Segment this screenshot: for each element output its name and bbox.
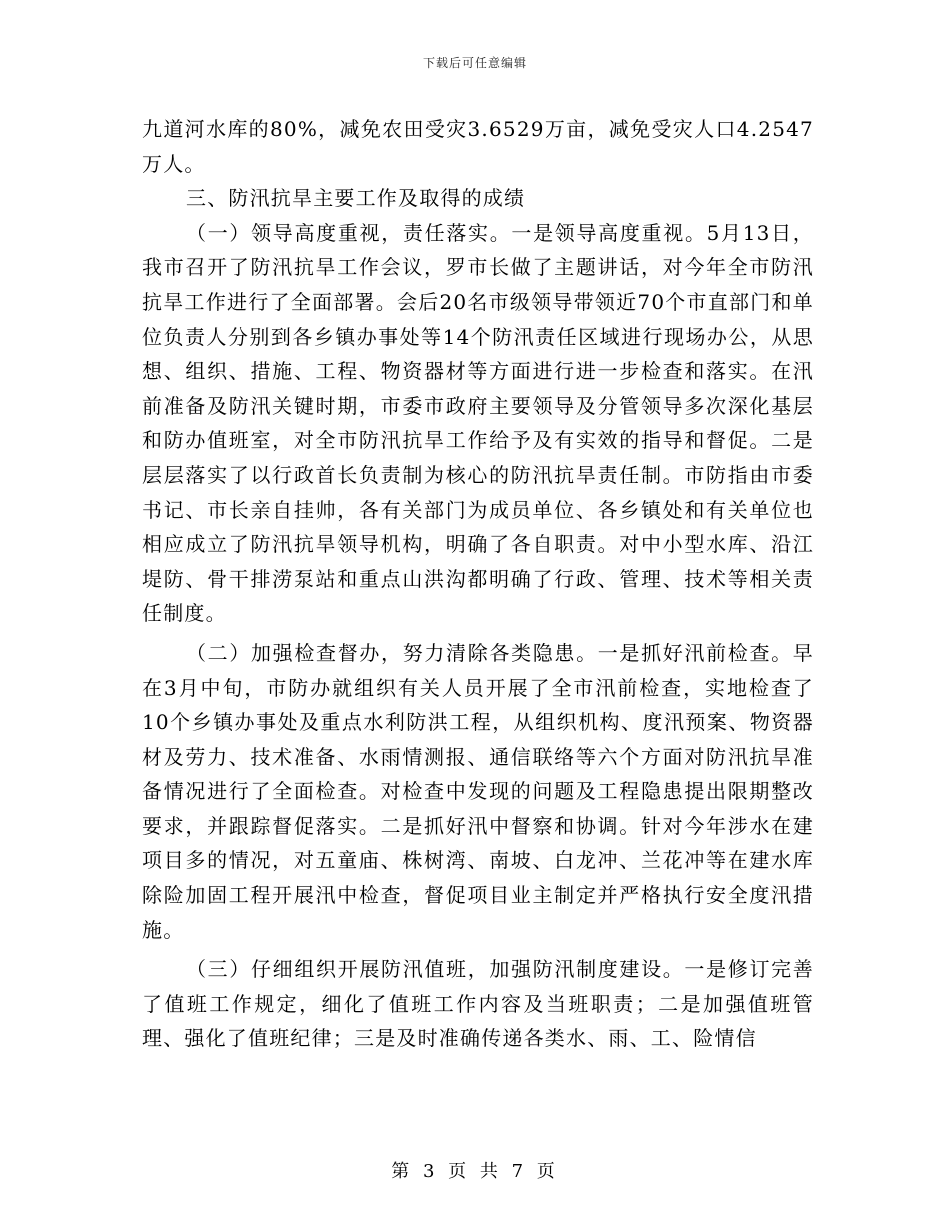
paragraph-continuation: 九道河水库的80%，减免农田受灾3.6529万亩，减免受灾人口4.2547万人。 <box>142 117 814 176</box>
section-heading: 三、防汛抗旱主要工作及取得的成绩 <box>186 186 526 211</box>
page-number: 第 3 页 共 7 页 <box>391 1161 559 1182</box>
paragraph-leadership: （一）领导高度重视，责任落实。一是领导高度重视。5月13日，我市召开了防汛抗旱工作会议，罗市长做了主题讲话，对今年全市防汛抗旱工作进行了全面部署。会后20名市级领导带领近70个市直部门和单位负责人分别到各乡镇办事处等14个防汛责任区域进行现场办公，从思想、组织、措施、工程、物资器材等方面进行进一步检查和落实。在汛前准备及防汛关键时期，市委市政府主要领导及分管领导多次深化基层和防办值班室，对全市防汛抗旱工作给予及有实效的指导和督促。二是层层落实了以行政首长负责制为核心的防汛抗旱责任制。市防指由市委书记、市长亲自挂帅，各有关部门为成员单位、各乡镇处和有关单位也相应成立了防汛抗旱领导机构，明确了各自职责。对中小型水库、沿江堤防、骨干排涝泵站和重点山洪沟都明确了行政、管理、技术等相关责任制度。 <box>142 220 814 626</box>
paragraph-duty: （三）仔细组织开展防汛值班，加强防汛制度建设。一是修订完善了值班工作规定，细化了值班工作内容及当班职责；二是加强值班管理、强化了值班纪律；三是及时准确传递各类水、雨、工、险情信 <box>142 957 814 1051</box>
document-body <box>142 112 814 1056</box>
page-header-note: 下载后可任意编辑 <box>422 56 527 70</box>
paragraph-inspection: （二）加强检查督办，努力清除各类隐患。一是抓好汛前检查。早在3月中旬，市防办就组织有关人员开展了全市汛前检查，实地检查了10个乡镇办事处及重点水利防洪工程，从组织机构、度汛预案、物资器材及劳力、技术准备、水雨情测报、通信联络等六个方面对防汛抗旱准备情况进行了全面检查。对检查中发现的问题及工程隐患提出限期整改要求，并跟踪督促落实。二是抓好汛中督察和协调。针对今年涉水在建项目多的情况，对五童庙、株树湾、南坡、白龙冲、兰花冲等在建水库除险加固工程开展汛中检查，督促项目业主制定并严格执行安全度汛措施。 <box>142 640 814 942</box>
